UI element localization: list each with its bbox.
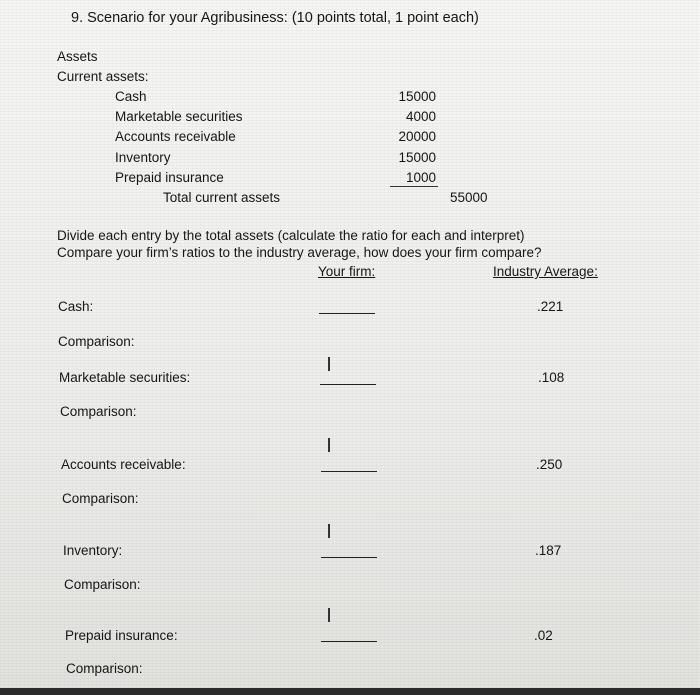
your-firm-blank-prepaid-insurance[interactable] xyxy=(321,641,377,642)
column-mark xyxy=(328,438,330,452)
your-firm-blank-accounts-receivable[interactable] xyxy=(321,471,377,472)
industry-value-cash: .221 xyxy=(537,299,564,314)
item-value-accounts-receivable: 20000 xyxy=(398,129,436,144)
ratio-label-cash: Cash: xyxy=(58,299,94,314)
instruction-line-2: Compare your firm’s ratios to the industry average, how does your firm compare? xyxy=(57,245,542,260)
header-industry-average: Industry Average: xyxy=(493,264,598,279)
comparison-label-marketable-securities: Comparison: xyxy=(60,404,137,419)
your-firm-blank-marketable-securities[interactable] xyxy=(320,384,376,385)
item-value-cash: 15000 xyxy=(398,89,436,104)
column-mark xyxy=(328,357,330,371)
comparison-label-prepaid-insurance: Comparison: xyxy=(66,661,143,676)
total-current-assets-label: Total current assets xyxy=(163,190,281,205)
item-value-marketable-securities: 4000 xyxy=(405,109,436,124)
item-label-accounts-receivable: Accounts receivable xyxy=(115,129,236,144)
header-your-firm: Your firm: xyxy=(318,264,376,279)
current-assets-heading: Current assets: xyxy=(57,69,149,84)
item-label-marketable-securities: Marketable securities xyxy=(115,109,243,124)
assets-heading: Assets xyxy=(57,49,98,64)
column-mark xyxy=(328,608,330,622)
ratio-label-prepaid-insurance: Prepaid insurance: xyxy=(65,628,178,643)
industry-value-marketable-securities: .108 xyxy=(538,370,565,385)
comparison-label-inventory: Comparison: xyxy=(64,577,141,592)
column-mark xyxy=(328,524,330,538)
your-firm-blank-inventory[interactable] xyxy=(321,557,377,558)
ratio-label-accounts-receivable: Accounts receivable: xyxy=(61,457,186,472)
total-current-assets-value: 55000 xyxy=(450,190,488,205)
ratio-label-marketable-securities: Marketable securities: xyxy=(59,370,191,385)
item-value-prepaid-insurance: 1000 xyxy=(405,170,436,185)
item-label-inventory: Inventory xyxy=(115,150,171,165)
your-firm-blank-cash[interactable] xyxy=(319,313,375,314)
sum-underline xyxy=(390,186,438,187)
comparison-label-cash: Comparison: xyxy=(58,334,135,349)
item-label-cash: Cash xyxy=(115,89,147,104)
instruction-line-1: Divide each entry by the total assets (calculate the ratio for each and interpret) xyxy=(57,228,525,243)
industry-value-prepaid-insurance: .02 xyxy=(534,628,553,643)
item-value-inventory: 15000 xyxy=(398,150,436,165)
ratio-label-inventory: Inventory: xyxy=(63,543,123,558)
industry-value-accounts-receivable: .250 xyxy=(536,457,563,472)
question-title: 9. Scenario for your Agribusiness: (10 points total, 1 point each) xyxy=(71,10,479,26)
item-label-prepaid-insurance: Prepaid insurance xyxy=(115,170,224,185)
industry-value-inventory: .187 xyxy=(535,543,562,558)
comparison-label-accounts-receivable: Comparison: xyxy=(62,491,139,506)
